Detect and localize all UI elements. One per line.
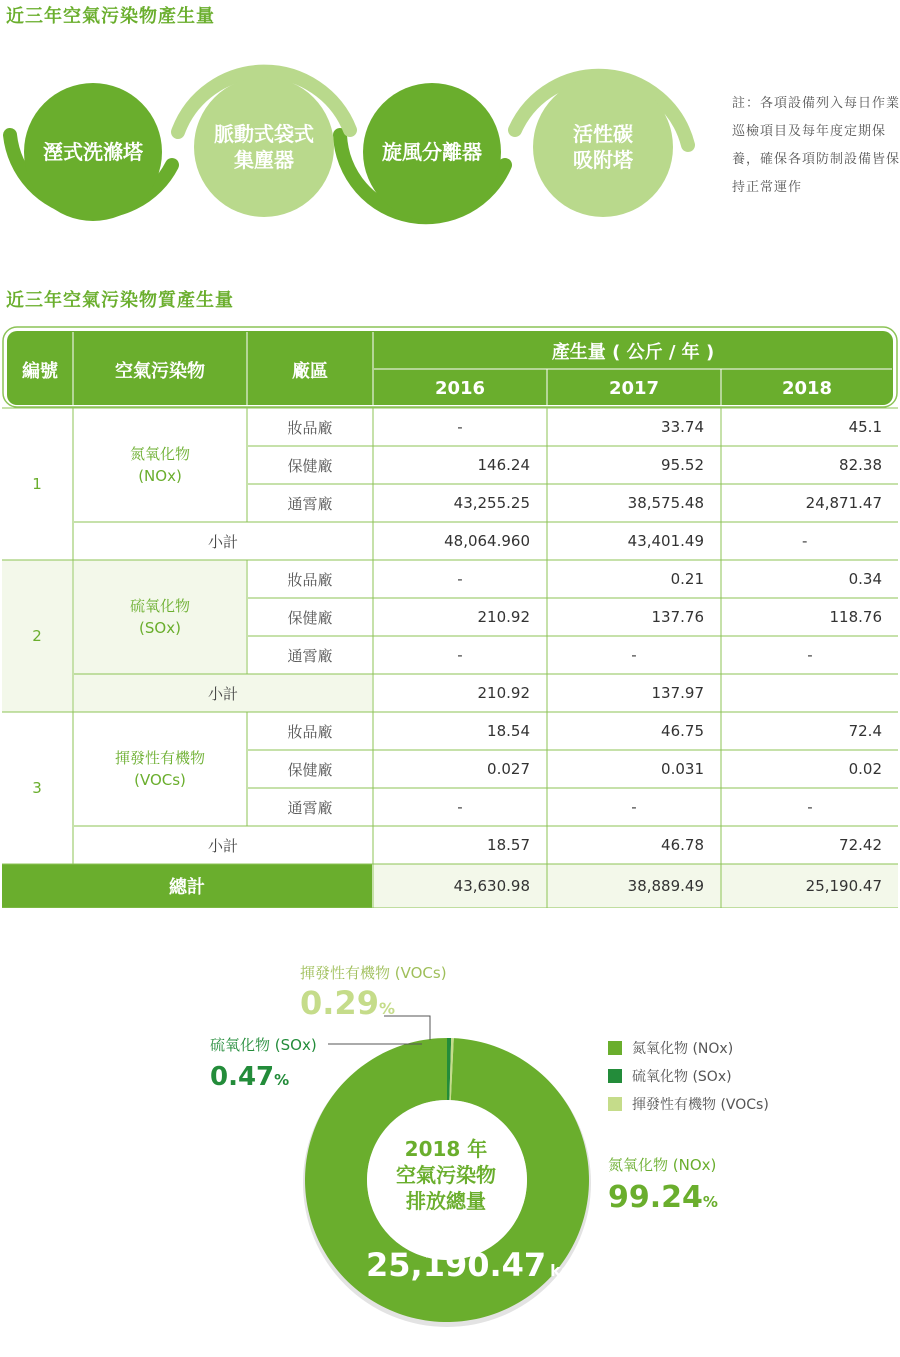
nox-pct-suffix: % xyxy=(702,1193,718,1211)
legend-item-voc xyxy=(608,1094,769,1114)
pollutant-code: (SOx) xyxy=(139,619,181,637)
legend-swatch xyxy=(608,1041,622,1055)
plant-cell: 保健廠 xyxy=(287,456,333,475)
value-cell: - xyxy=(457,418,463,436)
pollutant-name xyxy=(74,712,246,826)
subtotal-label: 小計 xyxy=(207,684,238,703)
device-cyclone: 旋風分離器 xyxy=(363,83,501,221)
voc-callout-label: 揮發性有機物 (VOCs) xyxy=(300,964,447,982)
value-cell: 43,255.25 xyxy=(453,494,530,512)
value-cell: 0.34 xyxy=(848,570,882,588)
sox-pct-suffix: % xyxy=(274,1071,290,1089)
total-value: 25,190.47 xyxy=(805,877,882,895)
plant-cell: 妝品廠 xyxy=(287,722,333,741)
value-cell: 33.74 xyxy=(661,418,704,436)
legend-label: 硫氧化物 (SOx) xyxy=(632,1069,732,1085)
value-cell: - xyxy=(807,646,813,664)
pollutant-code: (VOCs) xyxy=(134,771,186,789)
value-cell: 72.4 xyxy=(848,722,882,740)
value-cell: 0.02 xyxy=(848,760,882,778)
header-year-2016: 2016 xyxy=(434,377,486,399)
subtotal-value: 210.92 xyxy=(477,684,530,702)
header-year-2017: 2017 xyxy=(608,377,660,399)
header-pollutant: 空氣污染物 xyxy=(115,361,205,382)
center-line-1: 2018 年 xyxy=(404,1137,488,1161)
total-value: 43,630.98 xyxy=(453,877,530,895)
header-plant: 廠區 xyxy=(292,361,328,382)
subtotal-value: 137.97 xyxy=(651,684,704,702)
value-cell: - xyxy=(807,798,813,816)
value-cell: 18.54 xyxy=(487,722,530,740)
subtotal-label: 小計 xyxy=(207,532,238,551)
header-year-2018: 2018 xyxy=(781,377,833,399)
value-cell: - xyxy=(457,646,463,664)
value-cell: - xyxy=(631,798,637,816)
value-cell: - xyxy=(457,798,463,816)
value-cell: 210.92 xyxy=(477,608,530,626)
center-line-3: 排放總量 xyxy=(406,1189,486,1213)
value-cell: 24,871.47 xyxy=(805,494,882,512)
pollutant-code: (NOx) xyxy=(138,467,182,485)
pollutant-name xyxy=(74,408,246,522)
subtotal-value xyxy=(722,674,898,712)
subtotal-value: 48,064.960 xyxy=(444,532,530,550)
pollutant-label: 氮氧化物 xyxy=(129,445,190,463)
value-cell: 82.38 xyxy=(839,456,882,474)
section-title-2: 近三年空氣污染物質產生量 xyxy=(6,290,234,311)
device-bag-filter: 脈動式袋式 集塵器 xyxy=(194,77,334,217)
total-value: 25,190.47 xyxy=(366,1246,547,1284)
subtotal-value: 46.78 xyxy=(661,836,704,854)
plant-cell: 通霄廠 xyxy=(287,646,333,665)
nox-callout-value xyxy=(608,1180,718,1215)
emissions-donut-chart xyxy=(0,940,900,1357)
value-cell: 0.031 xyxy=(661,760,704,778)
value-cell: 45.1 xyxy=(848,418,882,436)
subtotal-value: 43,401.49 xyxy=(627,532,704,550)
value-cell: 0.21 xyxy=(670,570,704,588)
value-cell: - xyxy=(631,646,637,664)
value-cell: 137.76 xyxy=(651,608,704,626)
voc-callout-value xyxy=(300,984,395,1022)
header-no: 編號 xyxy=(22,361,58,382)
group-number: 3 xyxy=(32,779,42,797)
pollutant-label: 揮發性有機物 xyxy=(114,749,205,767)
value-cell: 146.24 xyxy=(477,456,530,474)
sox-callout-label: 硫氧化物 (SOx) xyxy=(210,1036,317,1054)
device-activated-carbon: 活性碳 吸附塔 xyxy=(533,77,673,217)
donut-center-title xyxy=(376,1136,516,1214)
group-number: 1 xyxy=(32,475,42,493)
legend-item-sox xyxy=(608,1066,732,1086)
legend-label: 氮氧化物 (NOx) xyxy=(632,1041,734,1057)
section-title-1: 近三年空氣污染物產生量 xyxy=(6,6,215,27)
total-label: 總計 xyxy=(169,877,205,898)
subtotal-value: 18.57 xyxy=(487,836,530,854)
legend-label: 揮發性有機物 (VOCs) xyxy=(632,1097,769,1113)
group-number: 2 xyxy=(32,627,42,645)
value-cell: 38,575.48 xyxy=(627,494,704,512)
value-cell: 0.027 xyxy=(487,760,530,778)
device-chain xyxy=(0,40,720,260)
sox-callout-value xyxy=(210,1062,289,1092)
plant-cell: 保健廠 xyxy=(287,608,333,627)
sox-pct: 0.47 xyxy=(210,1062,275,1092)
total-value: 38,889.49 xyxy=(627,877,704,895)
subtotal-label: 小計 xyxy=(207,836,238,855)
value-cell: - xyxy=(457,570,463,588)
header-amount: 產生量 ( 公斤 / 年 ) xyxy=(551,342,715,363)
total-unit: kg xyxy=(550,1261,573,1280)
voc-pct: 0.29 xyxy=(300,984,379,1022)
nox-callout-label: 氮氧化物 (NOx) xyxy=(608,1156,717,1174)
voc-pct-suffix: % xyxy=(378,999,395,1018)
maintenance-note: 註：各項設備列入每日作業巡檢項目及每年度定期保養，確保各項防制設備皆保持正常運作 xyxy=(732,96,900,195)
legend-swatch xyxy=(608,1069,622,1083)
subtotal-value: - xyxy=(802,532,808,550)
emissions-table xyxy=(2,326,898,908)
plant-cell: 保健廠 xyxy=(287,760,333,779)
plant-cell: 妝品廠 xyxy=(287,570,333,589)
value-cell: 46.75 xyxy=(661,722,704,740)
plant-cell: 通霄廠 xyxy=(287,494,333,513)
pollutant-label: 硫氧化物 xyxy=(129,597,190,615)
subtotal-value: 72.42 xyxy=(839,836,882,854)
donut-total xyxy=(366,1246,572,1284)
plant-cell: 通霄廠 xyxy=(287,798,333,817)
legend-swatch xyxy=(608,1097,622,1111)
value-cell: 95.52 xyxy=(661,456,704,474)
value-cell: 118.76 xyxy=(829,608,882,626)
center-line-2: 空氣污染物 xyxy=(396,1163,496,1187)
legend-item-nox xyxy=(608,1038,733,1058)
pollutant-name xyxy=(74,560,246,674)
plant-cell: 妝品廠 xyxy=(287,418,333,437)
device-wet-scrubber: 溼式洗滌塔 xyxy=(24,83,162,221)
nox-pct: 99.24 xyxy=(608,1180,703,1215)
